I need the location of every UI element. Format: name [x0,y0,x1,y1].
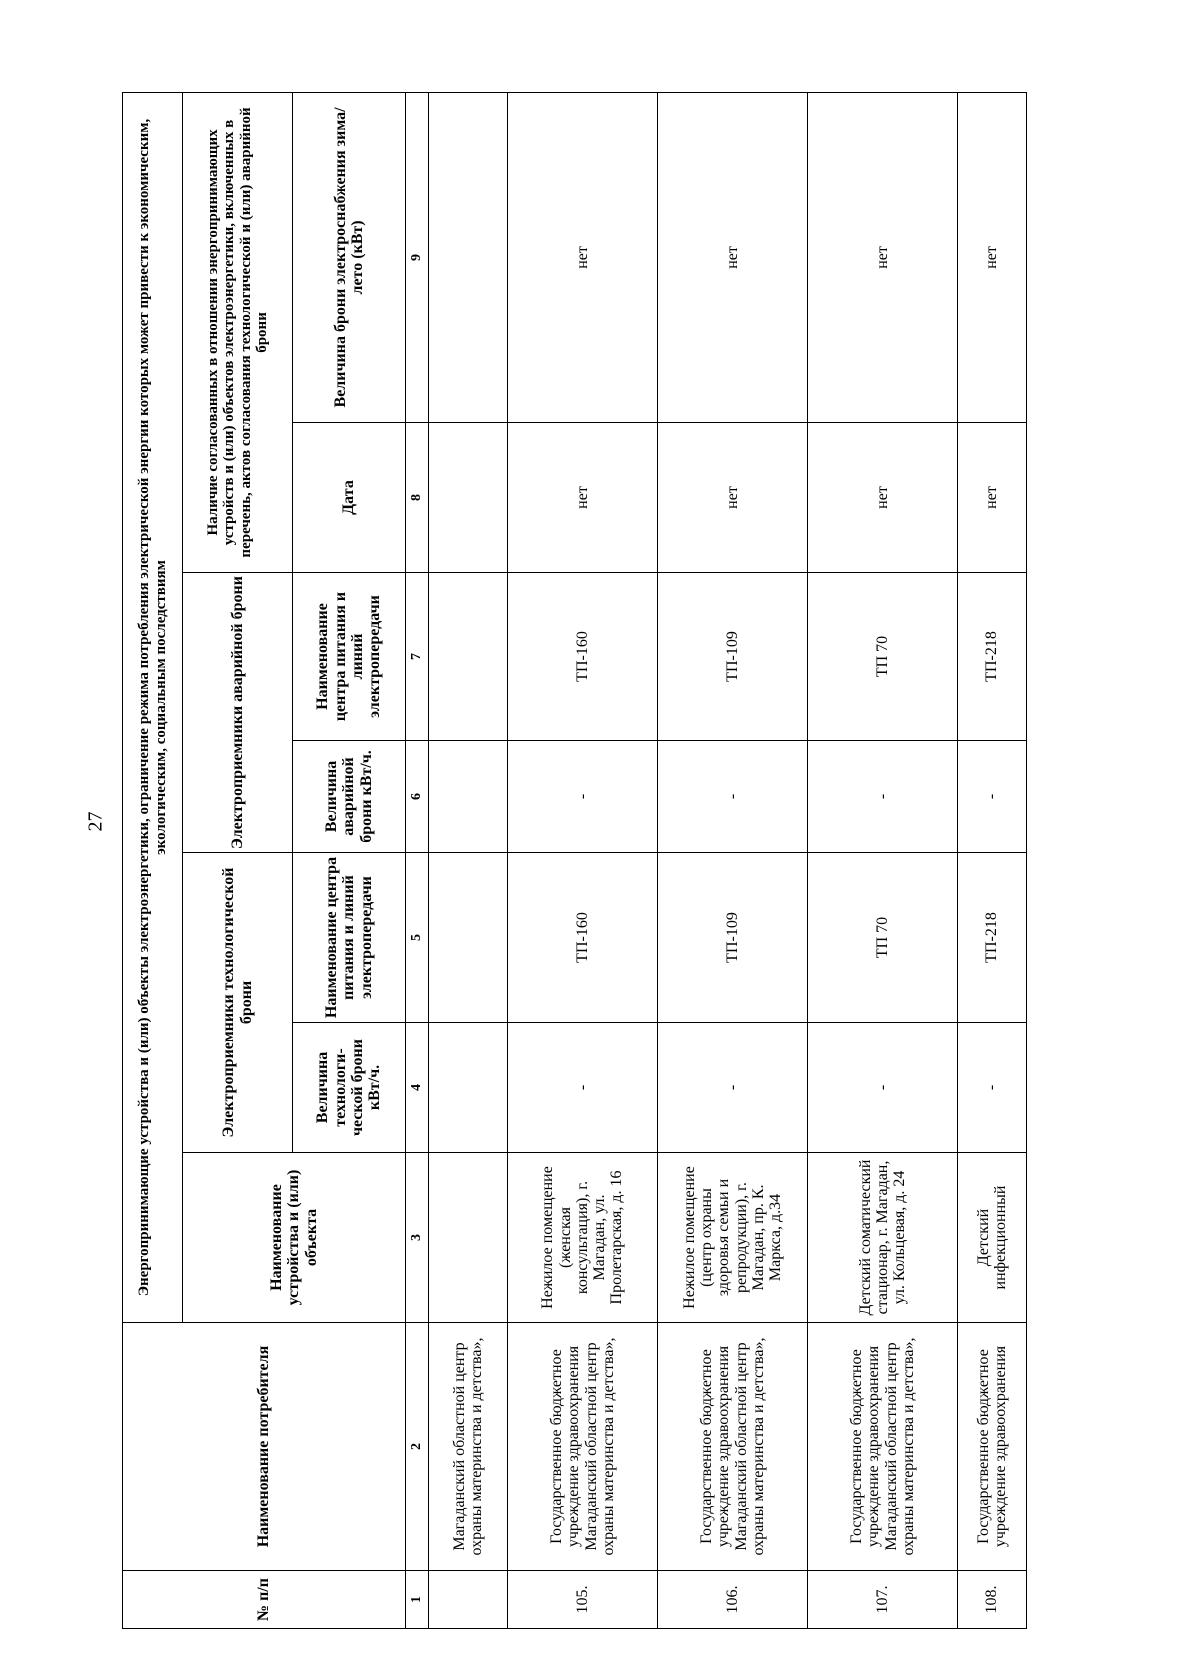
cell-no: 107. [808,1571,958,1629]
cell-consumer: Государственное бюджетное учреждение здравоохранения Магаданский областной центр охраны материнства и детства», [808,1323,958,1571]
cell-reserve [429,92,508,422]
cell-tech-center: ТП-160 [508,853,658,1023]
column-number: 1 [406,1571,429,1629]
header-acts-date: Дата [293,423,406,573]
cell-reserve: нет [658,92,808,422]
cell-tech-center [429,853,508,1023]
table-row [808,92,958,1628]
cell-consumer: Государственное бюджетное учреждение здравоохранения Магаданский областной центр охраны материнства и детства», [508,1323,658,1571]
column-number-row [406,92,429,1628]
header-no: № п/п [123,1571,406,1629]
cell-emerg-center: ТП-160 [508,573,658,741]
header-acts-group: Наличие согласованных в отношении энергопринимающих устройств и (или) объектов электроэнергетики, включенных в перечень, актов согласования технологической и (или) аварийной брони [183,92,293,572]
header-emerg-value: Величина аварийной брони кВт/ч. [293,741,406,853]
cell-consumer: Государственное бюджетное учреждение здравоохранения Магаданский областной центр охраны материнства и детства», [658,1323,808,1571]
cell-emerg-value: - [658,741,808,853]
cell-date: нет [808,423,958,573]
column-number: 8 [406,423,429,573]
cell-tech-value: - [508,1023,658,1153]
continuation-row [429,92,508,1628]
cell-tech-value: - [808,1023,958,1153]
column-number: 5 [406,853,429,1023]
column-number: 2 [406,1323,429,1571]
cell-tech-center: ТП 70 [808,853,958,1023]
column-number: 6 [406,741,429,853]
cell-reserve: нет [808,92,958,422]
cell-emerg-value: - [958,741,1027,853]
header-tech-value: Величина технологи-ческой брони кВт/ч. [293,1023,406,1153]
cell-no [429,1571,508,1629]
cell-tech-value: - [658,1023,808,1153]
cell-date: нет [508,423,658,573]
column-number: 7 [406,573,429,741]
header-emerg-group: Электроприемники аварийной брони [183,573,293,853]
cell-consumer: Государственное бюджетное учреждение здравоохранения [958,1323,1027,1571]
cell-emerg-center: ТП-218 [958,573,1027,741]
cell-emerg-center: ТП 70 [808,573,958,741]
cell-reserve: нет [508,92,658,422]
cell-device [429,1153,508,1323]
header-device-name: Наименование устройства и (или) объекта [183,1153,406,1323]
cell-date: нет [658,423,808,573]
header-tech-group: Электроприемники технологической брони [183,853,293,1153]
column-number: 3 [406,1153,429,1323]
cell-no: 108. [958,1571,1027,1629]
cell-emerg-value: - [508,741,658,853]
header-consumer: Наименование потребителя [123,1323,406,1571]
cell-tech-value: - [958,1023,1027,1153]
cell-no: 106. [658,1571,808,1629]
table-row [958,92,1027,1628]
cell-emerg-center: ТП-109 [658,573,808,741]
cell-consumer: Магаданский областной центр охраны материнства и детства», [429,1323,508,1571]
cell-tech-center: ТП-218 [958,853,1027,1023]
cell-device: Нежилое помещение (женская консультация), г. Магадан, ул. Пролетарская, д. 16 [508,1153,658,1323]
header-emerg-center: Наименование центра питания и линий электропередачи [293,573,406,741]
cell-reserve: нет [958,92,1027,422]
cell-emerg-value [429,741,508,853]
table-row [658,92,808,1628]
cell-date [429,423,508,573]
column-number: 9 [406,92,429,422]
header-acts-value: Величина брони электроснабжения зима/лето (кВт) [293,92,406,422]
page-number: 27 [84,811,107,832]
cell-no: 105. [508,1571,658,1629]
header-group-title: Энергопринимающие устройства и (или) объекты электроэнергетики, ограничение режима потребления электрической энергии которых может привести к экономическим, экологическим, социальным последствиям [123,92,183,1322]
table-row [508,92,658,1628]
column-number: 4 [406,1023,429,1153]
cell-emerg-center [429,573,508,741]
cell-tech-value [429,1023,508,1153]
cell-emerg-value: - [808,741,958,853]
cell-date: нет [958,423,1027,573]
cell-tech-center: ТП-109 [658,853,808,1023]
cell-device: Детский инфекционный [958,1153,1027,1323]
consumer-table [122,92,1027,1629]
cell-device: Нежилое помещение (центр охраны здоровья семьи и репродукции), г. Магадан, пр. К. Маркса, д.34 [658,1153,808,1323]
cell-device: Детский соматический стационар, г. Магадан, ул. Кольцевая, д. 24 [808,1153,958,1323]
header-tech-center: Наименование центра питания и линий электропередачи [293,853,406,1023]
